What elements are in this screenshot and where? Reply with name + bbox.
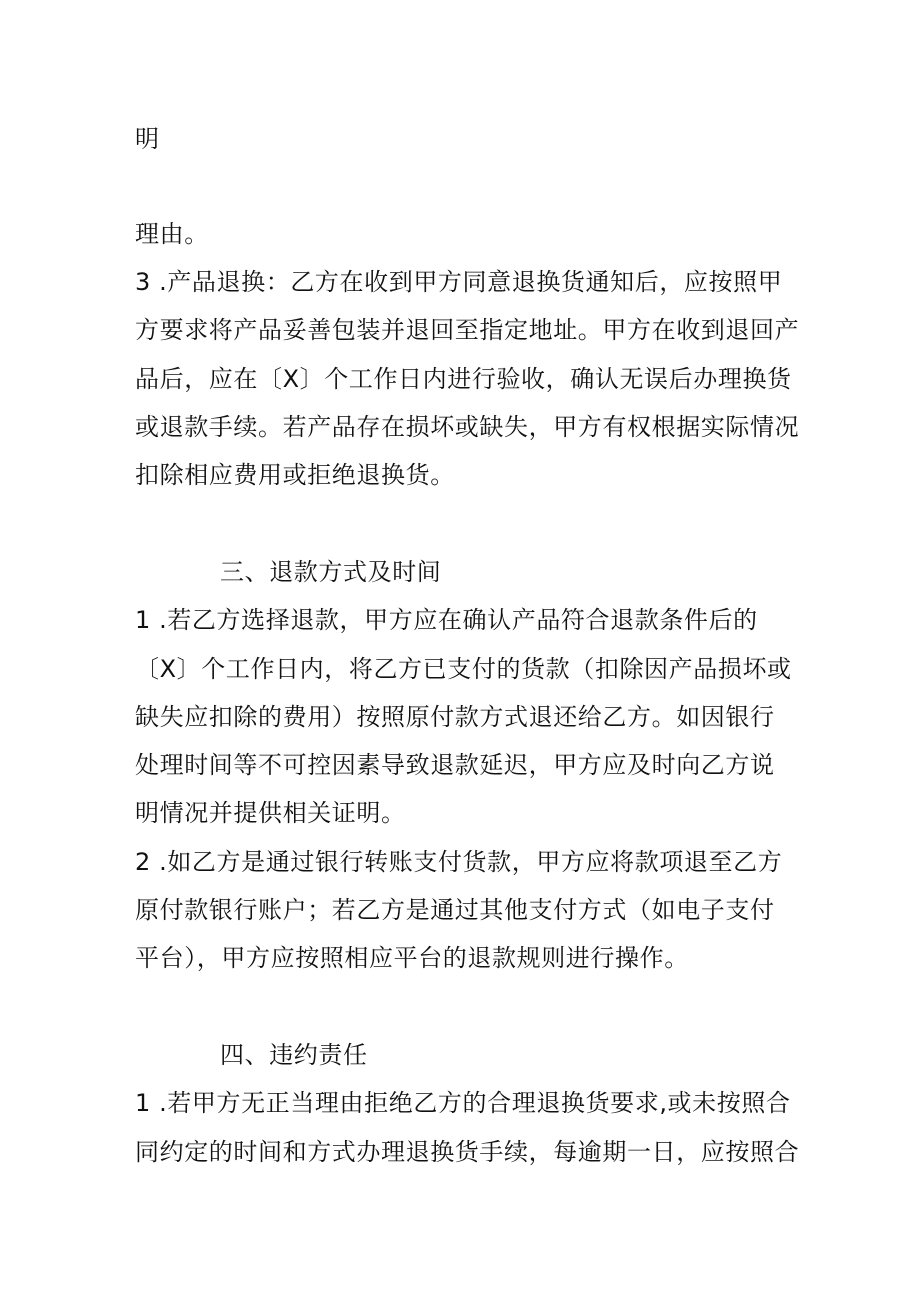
- paragraph-line: 1 .若乙方选择退款，甲方应在确认产品符合退款条件后的: [135, 606, 758, 634]
- paragraph-line: 或退款手续。若产品存在损坏或缺失，甲方有权根据实际情况: [135, 413, 800, 441]
- paragraph-line: 平台），甲方应按照相应平台的退款规则进行操作。: [135, 944, 689, 972]
- paragraph-line: 明: [135, 125, 160, 153]
- paragraph-line: 1 .若甲方无正当理由拒绝乙方的合理退换货要求,或未按照合: [135, 1089, 791, 1117]
- paragraph-line: 缺失应扣除的费用）按照原付款方式退还给乙方。如因银行: [135, 703, 775, 731]
- paragraph-line: 原付款银行账户；若乙方是通过其他支付方式（如电子支付: [135, 896, 775, 924]
- paragraph-line: 方要求将产品妥善包装并退回至指定地址。甲方在收到退回产: [135, 316, 800, 344]
- paragraph-line: 品后，应在〔X〕个工作日内进行验收，确认无误后办理换货: [135, 365, 792, 393]
- paragraph-line: 同约定的时间和方式办理退换货手续，每逾期一日，应按照合: [135, 1138, 800, 1166]
- section-heading: 四、违约责任: [220, 1041, 368, 1069]
- section-heading: 三、退款方式及时间: [220, 558, 442, 586]
- paragraph-line: 〔X〕个工作日内，将乙方已支付的货款（扣除因产品损坏或: [135, 655, 792, 683]
- paragraph-line: 3 .产品退换：乙方在收到甲方同意退换货通知后，应按照甲: [135, 268, 783, 296]
- paragraph-line: 明情况并提供相关证明。: [135, 799, 406, 827]
- paragraph-line: 扣除相应费用或拒绝退换货。: [135, 461, 455, 489]
- paragraph-line: 处理时间等不可控因素导致退款延迟，甲方应及时向乙方说: [135, 751, 775, 779]
- paragraph-line: 2 .如乙方是通过银行转账支付货款，甲方应将款项退至乙方: [135, 848, 783, 876]
- paragraph-line: 理由。: [135, 220, 209, 248]
